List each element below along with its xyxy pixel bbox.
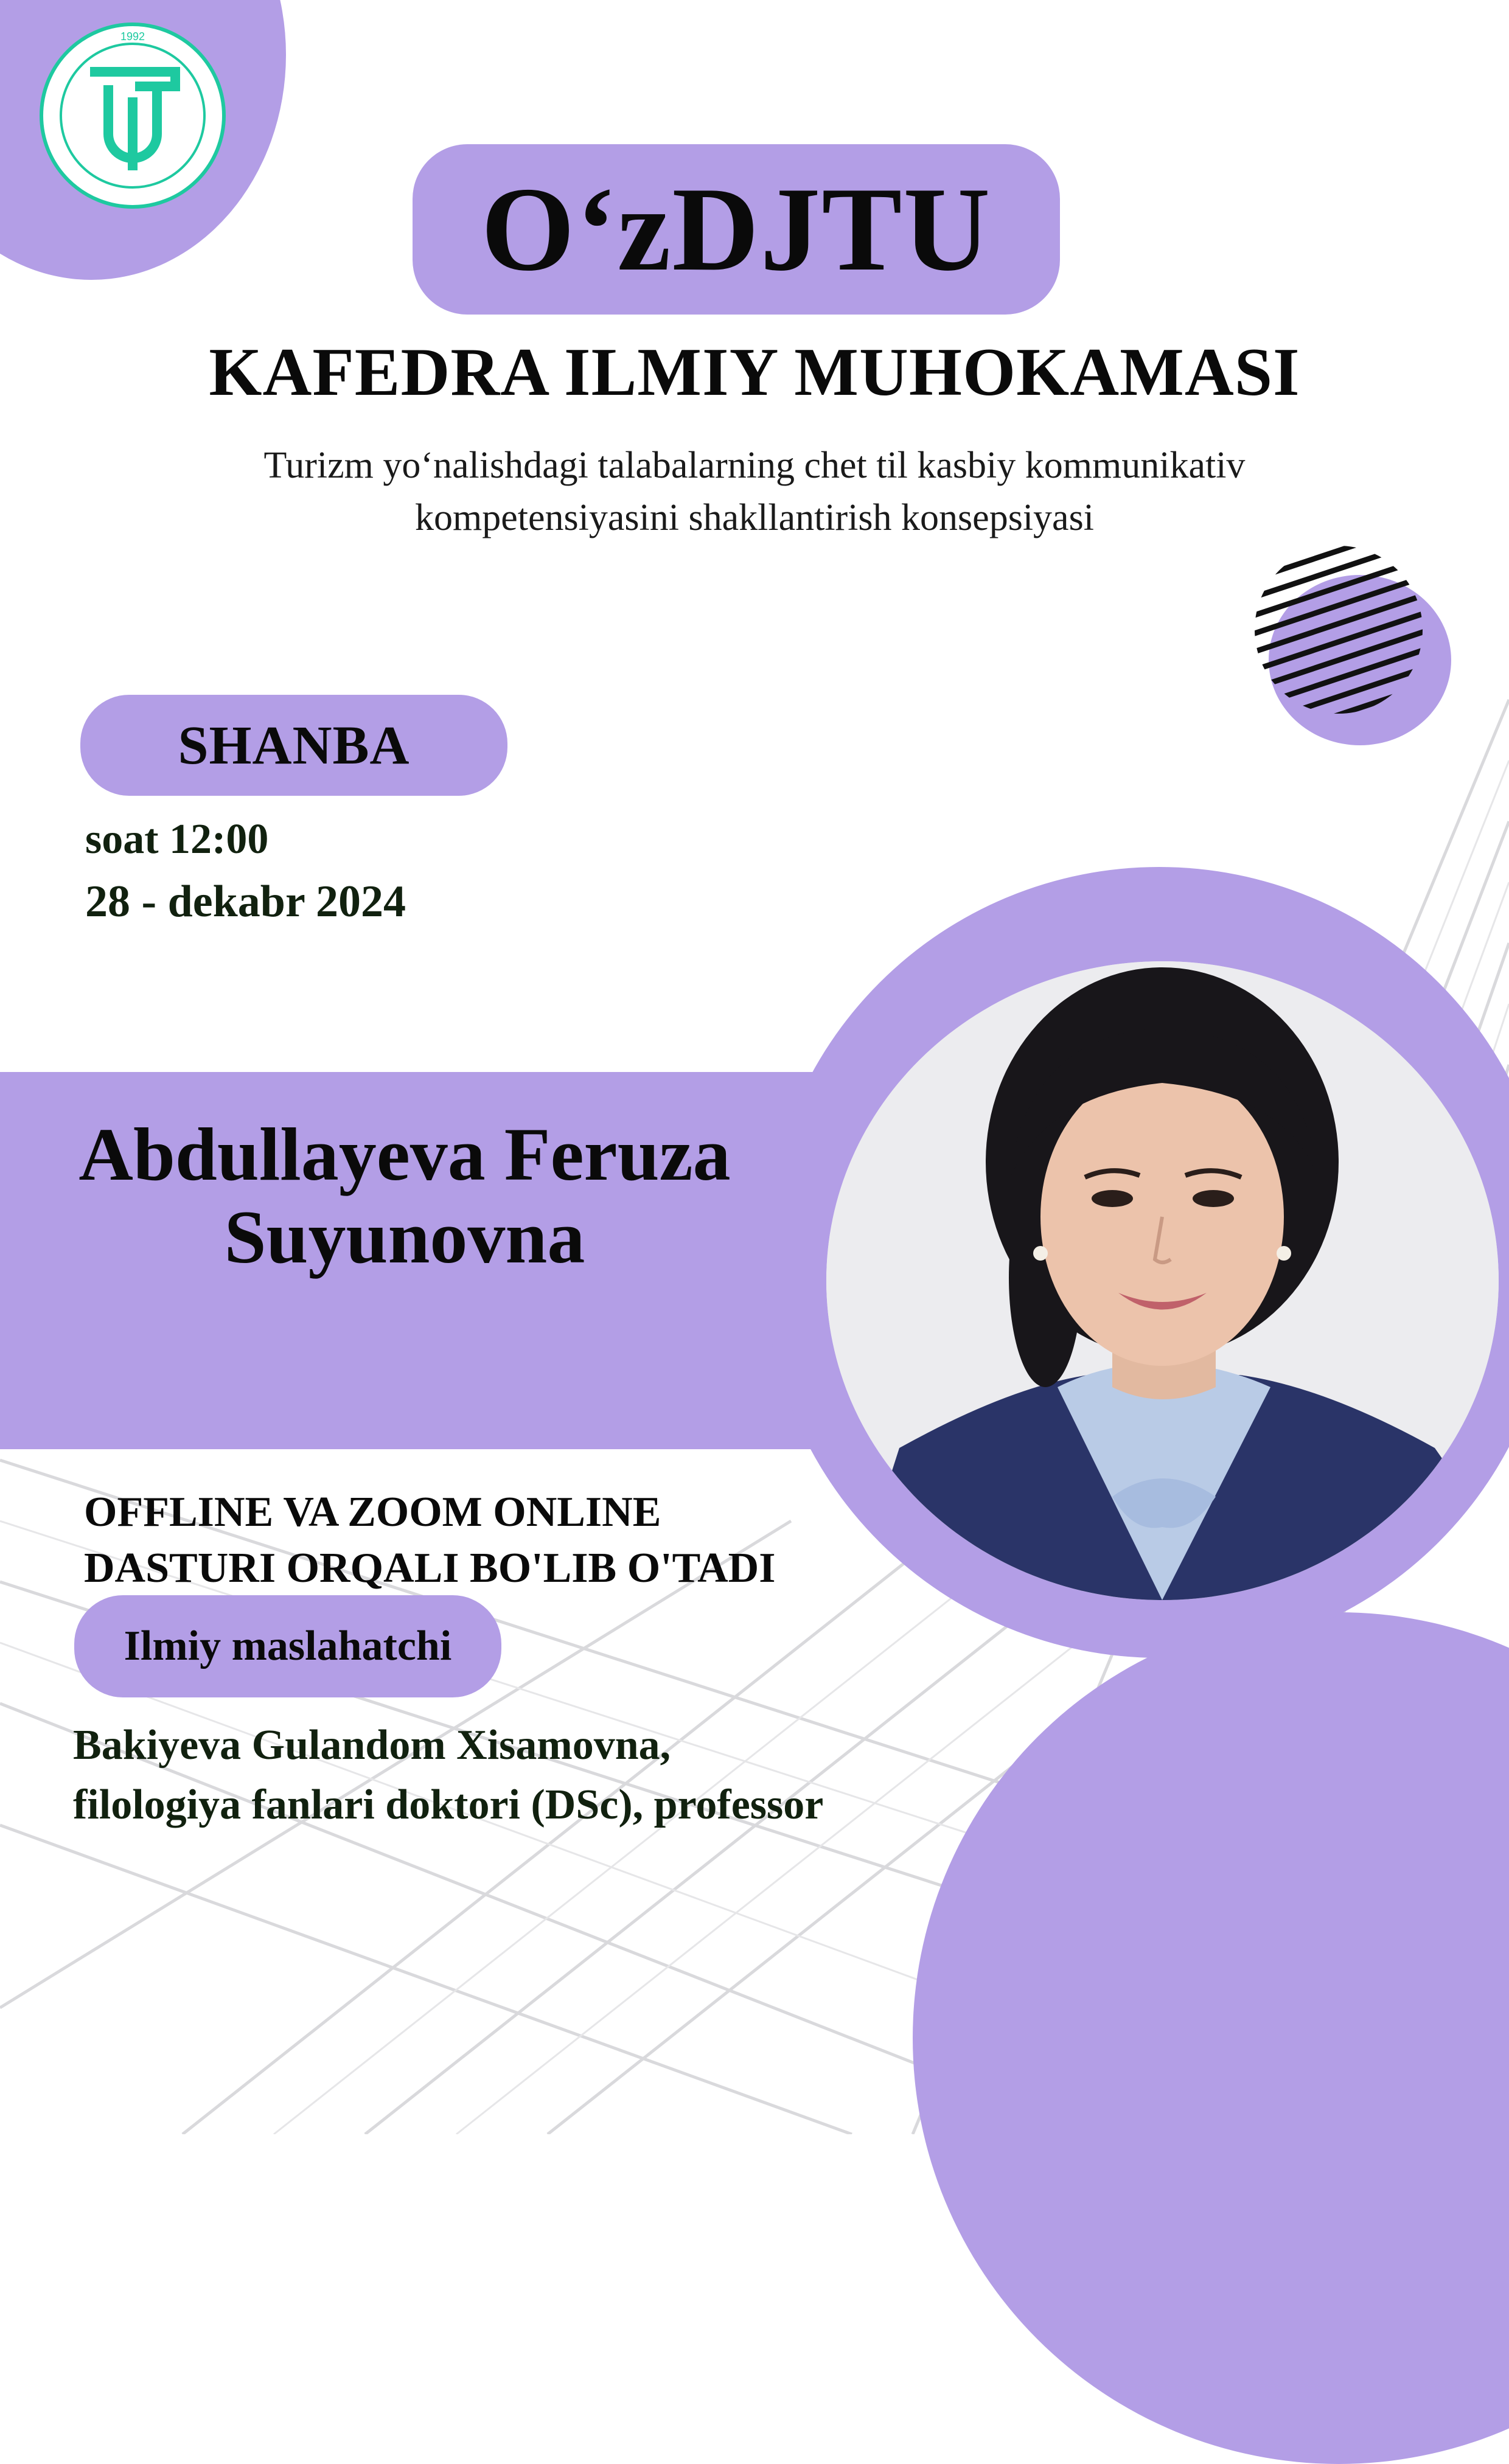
event-format-line-1: OFFLINE VA ZOOM ONLINE	[84, 1489, 661, 1536]
speaker-name	[12, 1113, 797, 1279]
subtitle-line-1: Turizm yo‘nalishdagi talabalarning chet til kasbiy kommunikativ	[263, 445, 1246, 486]
page-heading: KAFEDRA ILMIY MUHOKAMASI	[209, 335, 1300, 410]
subtitle-line-2: kompetensiyasini shakllantirish konsepsiyasi	[415, 497, 1094, 538]
speaker-name-line-2: Suyunovna	[224, 1195, 585, 1279]
university-logo-icon	[35, 18, 230, 213]
speaker-portrait-icon	[826, 961, 1499, 1600]
striped-circle-icon	[1253, 545, 1424, 715]
logo-year: 1992	[120, 30, 145, 43]
brand-title: O‘zDJTU	[481, 162, 992, 296]
event-format-line-2: DASTURI ORQALI BO'LIB O'TADI	[84, 1545, 776, 1592]
event-time: soat 12:00	[85, 816, 269, 863]
advisor-label: Ilmiy maslahatchi	[124, 1623, 452, 1669]
event-date: 28 - dekabr 2024	[85, 877, 406, 927]
day-pill	[80, 695, 507, 796]
advisor-title: filologiya fanlari doktori (DSc), professor	[73, 1781, 824, 1828]
topic-subtitle	[122, 439, 1387, 544]
title-pill	[413, 144, 1060, 315]
speaker-name-line-1: Abdullayeva Feruza	[78, 1113, 731, 1196]
advisor-name: Bakiyeva Gulandom Xisamovna,	[73, 1722, 671, 1769]
advisor-pill	[74, 1595, 501, 1697]
day-label: SHANBA	[178, 715, 410, 776]
advisor-details	[73, 1716, 823, 1835]
event-format	[84, 1484, 775, 1596]
speaker-photo	[826, 961, 1499, 1600]
